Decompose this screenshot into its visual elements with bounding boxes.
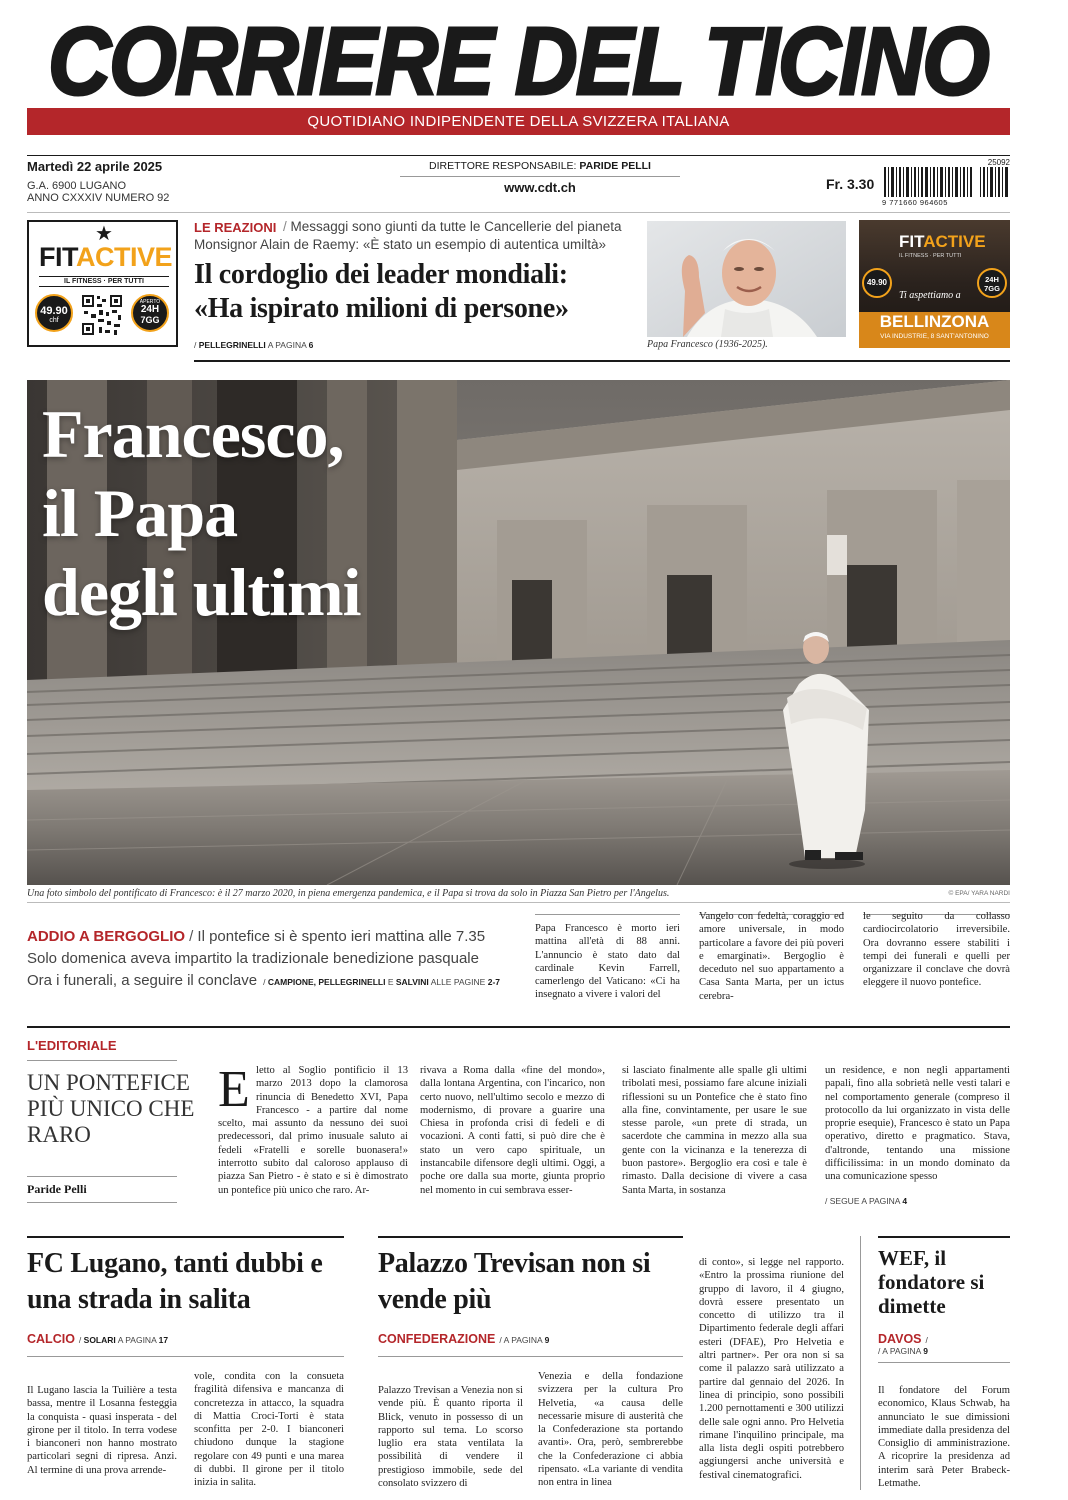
- addio-col1-rule: [535, 914, 680, 915]
- director-rule: [400, 176, 680, 177]
- lugano-credit-num: 17: [158, 1335, 169, 1345]
- editorial-author-rule: [27, 1176, 177, 1177]
- ad-left-open: APERTO: [139, 299, 161, 305]
- addio-credit: / CAMPIONE, PELLEGRINELLI E SALVINI ALLE PAGINE 2-7: [263, 977, 501, 987]
- hero-headline[interactable]: Francesco, il Papa degli ultimi: [42, 396, 361, 630]
- ad-left-days: 7GG: [140, 315, 160, 325]
- pope-portrait-caption: Papa Francesco (1936-2025).: [647, 339, 768, 350]
- teaser-headline-2: «Ha ispirato milioni di persone»: [194, 293, 569, 324]
- teaser-bottom-rule: [194, 360, 1010, 362]
- barcode-issue: 25092: [987, 158, 1010, 167]
- teaser-subhead-1-text: Messaggi sono giunti da tutte le Cancellerie del pianeta: [290, 219, 622, 234]
- addio-line-3-row: [27, 972, 500, 990]
- barcode: [882, 158, 1010, 208]
- addio-col-3: le seguito da collasso cardiocircolatorio irreversibile. Ora dovranno essere stabiliti i tempi dei funerali e quelli per organizzare il conclave che dovrà eleggere il nuovo pontefice.: [863, 911, 1010, 989]
- barcode-digits: 9 771660 964605: [882, 198, 948, 207]
- wef-credit-page: A PAGINA: [882, 1346, 921, 1356]
- issue-date: Martedì 22 aprile 2025: [27, 159, 163, 174]
- website-link[interactable]: www.cdt.ch: [504, 180, 576, 195]
- cover-price: Fr. 3.30: [826, 176, 875, 192]
- editorial-col-1-text: letto al Soglio pontificio il 13 marzo 2013 dopo la clamorosa rinuncia di Benedetto XVI, Papa Francesco - a partire dal nome scelto, mai assunto da nessuno dei suoi predecessori, dal primo inusuale saluto ai fedeli «Fratelli e sorelle buonasera!» interrotto subito dal caloroso applauso di piazza San Pietro - è stato e si è dimostrato un pontefice più unico che raro. Ar-: [218, 1065, 408, 1196]
- teaser-subhead-2: Monsignor Alain de Raemy: «È stato un esempio di autentica umiltà»: [194, 237, 606, 252]
- editorial-col-3: si lasciato finalmente alle spalle gli ultimi tribolati mesi, possiamo fare alcune iniziali riflessioni su un Pontefice che è stato fino alla fine, convintamente, per usare le sue stesse parole, «un prete di strada, un sacerdote che cammina in mezzo alla sua gente con la vicinanza e la tenerezza di buon pastore». Bergoglio era così e tale è rimasto. Dalla decisione di vivere a casa Santa Marta, in sostanza: [622, 1065, 807, 1196]
- editorial-title-rule: [27, 1060, 177, 1061]
- lugano-kicker: CALCIO: [27, 1332, 75, 1346]
- issue-anno: ANNO CXXXIV NUMERO 92: [27, 192, 170, 204]
- trevisan-kicker: CONFEDERAZIONE: [378, 1332, 496, 1346]
- masthead-title-text: CORRIERE DEL TICINO: [48, 8, 990, 104]
- trevisan-col-1: Palazzo Trevisan a Venezia non si vende più. È quanto riporta il Blick, venuto in possesso di un rapporto sul tema. Lo scorso luglio era stata ventilata la possibilità di vendere il prestigioso immobile, sede del consolato svizzero di: [378, 1385, 523, 1490]
- wef-headline[interactable]: WEF, il fondatore si dimette: [878, 1246, 985, 1318]
- ad-fitactive-right[interactable]: [859, 220, 1010, 348]
- addio-credit-authors: CAMPIONE, PELLEGRINELLI: [267, 977, 386, 987]
- director-line: [400, 160, 680, 172]
- ad-right-address: VIA INDUSTRIE, 8 SANT'ANTONINO: [880, 333, 989, 340]
- masthead-tagline: QUOTIDIANO INDIPENDENTE DELLA SVIZZERA ITALIANA: [27, 108, 1010, 135]
- editorial-title[interactable]: UN PONTEFICE PIÙ UNICO CHE RARO: [27, 1070, 195, 1147]
- trevisan-mid-rule: [378, 1356, 683, 1357]
- barcode-bars: [884, 167, 1010, 197]
- lugano-top-rule: [27, 1236, 344, 1238]
- teaser-credit-author: PELLEGRINELLI: [198, 340, 266, 350]
- addio-credit-pages: 2-7: [487, 977, 501, 987]
- ad-right-brand-fit: FIT: [899, 232, 924, 251]
- ad-left-hours: 24H: [140, 304, 160, 315]
- wef-credit-num: 9: [923, 1346, 928, 1356]
- teaser-credit-page: A PAGINA: [267, 340, 307, 350]
- director-label: DIRETTORE RESPONSABILE:: [429, 160, 577, 172]
- ad-left-brand-active: ACTIVE: [75, 242, 172, 272]
- trevisan-col-3: di conto», si legge nel rapporto. «Entro la prossima riunione del gruppo di lavoro, il 4 giugno, dovrà essere presentato un concetto di utilizzo tra il Dipartimento federale degli affari esteri (DFAE), Pro Helvetia e altri partner». Per ora non si sa come il palazzo sarà utilizzato a partire dal gennaio del 2026. In linea di principio, sono possibili 1.200 pernottamenti e 300 utilizzi delle sale ogni anno. Pro Helvetia rimane l'inquilino principale, ma alla lista degli ospiti potrebbero aggiungersi anche università e festival cinematografici.: [699, 1257, 844, 1481]
- teaser-headline-1: Il cordoglio dei leader mondiali:: [194, 259, 568, 290]
- ad-right-days: 7GG: [984, 284, 1000, 293]
- ad-right-city: BELLINZONA: [879, 312, 990, 331]
- trevisan-col-2: Venezia e della fondazione svizzera per la cultura Pro Helvetia, «a causa delle necessarie misure di austerità che la Confederazione sta portando avanti». Ora, però, sembrerebbe che la Confederazione ci abbia ripensato. «La variante di vendita non entra in linea: [538, 1371, 683, 1489]
- hero-bottom-rule: [27, 902, 1010, 903]
- wef-mid-rule: [878, 1362, 1010, 1363]
- ad-right-brand: [899, 232, 986, 252]
- info-bottom-rule: [27, 212, 1010, 213]
- editorial-top-rule: [27, 1026, 1010, 1028]
- star-icon: ★: [95, 223, 113, 245]
- ad-right-price-badge: [862, 268, 892, 298]
- teaser-kicker: LE REAZIONI: [194, 220, 277, 235]
- lugano-credit-page: A PAGINA: [117, 1335, 157, 1345]
- ad-left-price: 49.90: [40, 305, 68, 317]
- lugano-mid-rule: [27, 1356, 344, 1357]
- addio-credit-e: E: [387, 977, 394, 987]
- ad-left-price-unit: chf: [49, 317, 59, 324]
- editorial-kicker: L'EDITORIALE: [27, 1038, 117, 1053]
- ad-left-price-badge: [35, 294, 73, 332]
- ad-left-hours-badge: [131, 294, 169, 332]
- wef-top-rule: [878, 1236, 1010, 1238]
- qr-code-icon: [81, 294, 123, 336]
- ad-right-brand-active: ACTIVE: [923, 232, 986, 251]
- ad-right-subtitle: IL FITNESS · PER TUTTI: [899, 253, 962, 259]
- teaser-headline[interactable]: [194, 258, 569, 326]
- addio-kicker-line: ADDIO A BERGOGLIO / Il pontefice si è spento ieri mattina alle 7.35: [27, 928, 486, 945]
- addio-line-3: Ora i funerali, a seguire il conclave: [27, 972, 258, 989]
- editorial-continue-num: 4: [902, 1196, 908, 1206]
- editorial-col-4: un residence, e non negli appartamenti papali, fino alla sobrietà nelle vesti talari e nel comportamento generale (compreso il protocollo da lui organizzato in vista delle proprie esequie), Francesco è stato un Papa operativo, diretto e pragmatico. Stava, d'altronde, tentando una missione difficilissima: in un mondo dominato da una comunicazione spesso: [825, 1065, 1010, 1183]
- wef-credit: / A PAGINA 9: [878, 1346, 928, 1356]
- director-name: PARIDE PELLI: [579, 160, 651, 172]
- masthead-title: [27, 8, 1010, 104]
- editorial-author-rule-2: [27, 1202, 177, 1203]
- ad-right-hours: 24H: [985, 275, 999, 284]
- wef-kicker-line: DAVOS /: [878, 1332, 928, 1346]
- ad-left-brand: [39, 242, 172, 273]
- teaser-subhead-1: / Messaggi sono giunti da tutte le Cancellerie del pianeta: [283, 219, 622, 234]
- wef-col-1: Il fondatore del Forum economico, Klaus Schwab, ha annunciato le sue dimissioni immediate dalla presidenza del Consiglio di amministrazione. A ricoprire la presidenza ad interim sarà Peter Brabeck-Letmathe.: [878, 1385, 1010, 1490]
- addio-line-2: Solo domenica aveva impartito la tradizionale benedizione pasquale: [27, 950, 479, 967]
- info-top-rule: [27, 155, 1010, 156]
- ad-right-slogan: Ti aspettiamo a: [899, 290, 961, 301]
- teaser-credit: / PELLEGRINELLI A PAGINA 6: [194, 340, 314, 350]
- wef-divider: [860, 1236, 861, 1490]
- trevisan-headline[interactable]: Palazzo Trevisan non si vende più: [378, 1248, 651, 1315]
- lugano-kicker-line: CALCIO / SOLARI A PAGINA 17: [27, 1332, 169, 1346]
- ad-right-hours-badge: [977, 268, 1007, 298]
- hero-photo-credit: © EPA/ YARA NARDI: [948, 890, 1010, 897]
- trevisan-credit-page: A PAGINA: [503, 1335, 543, 1345]
- editorial-continue-label: SEGUE A PAGINA: [829, 1196, 900, 1206]
- lugano-col-2: vole, condita con la consueta fragilità difensiva e mancanza di concretezza in attacco, la squadra di Mattia Croci-Torti è stata sconfitta per 2-0. I bianconeri chiudono dunque la stagione regolare con 49 punti e una marea di dubbi. Il girone per il titolo inizia in salita.: [194, 1371, 344, 1489]
- hero-caption: Una foto simbolo del pontificato di Francesco: è il 27 marzo 2020, in piena emergenza pandemica, e il Papa si trova da solo in Piazza San Pietro per l'Angelus.: [27, 888, 670, 899]
- addio-kicker: ADDIO A BERGOGLIO: [27, 928, 186, 945]
- addio-credit-author3: SALVINI: [395, 977, 429, 987]
- trevisan-top-rule: [378, 1236, 683, 1238]
- editorial-col-2: rivava a Roma dalla «fine del mondo», dalla lontana Argentina, con l'incarico, non certo nuovo, nell'ultimo secolo e mezzo di modernismo, di provare a guarire una Chiesa in profonda crisi di fedeli e di vocazioni. A conti fatti, si può dire che è stato un vero capo spirituale, un instancabile difensore degli ultimi. Oggi, a poche ore dalla sua morte, giunta proprio nel momento in cui sembrava esser-: [420, 1065, 605, 1196]
- lugano-credit-author: SOLARI: [83, 1335, 116, 1345]
- editorial-continue[interactable]: / SEGUE A PAGINA 4: [825, 1196, 908, 1206]
- wef-kicker: DAVOS: [878, 1332, 922, 1346]
- ad-left-brand-fit: FIT: [39, 242, 76, 272]
- editorial-drop-cap: E: [218, 1061, 250, 1118]
- addio-line-1: Il pontefice si è spento ieri mattina alle 7.35: [197, 928, 486, 945]
- pope-portrait-photo: [647, 221, 846, 337]
- trevisan-kicker-line: CONFEDERAZIONE / A PAGINA 9: [378, 1332, 550, 1346]
- lugano-col-1: Il Lugano lascia la Tuilière a testa bassa, mentre il Losanna festeggia la conquista - quasi insperata - del girone per il titolo. In terra vodese i bianconeri non hanno mostrato particolari segni di ripresa. Anzi. Al termine di una prova arrende-: [27, 1385, 177, 1476]
- trevisan-credit-num: 9: [544, 1335, 550, 1345]
- ad-fitactive-left[interactable]: [27, 220, 178, 347]
- editorial-col-1: [218, 1061, 408, 1210]
- ad-left-subtitle: IL FITNESS · PER TUTTI: [39, 276, 169, 287]
- issue-ga: G.A. 6900 LUGANO: [27, 180, 127, 192]
- ad-right-price: 49.90: [866, 278, 888, 287]
- lugano-headline[interactable]: FC Lugano, tanti dubbi e una strada in salita: [27, 1248, 323, 1315]
- addio-credit-pages-label: ALLE PAGINE: [430, 977, 486, 987]
- editorial-author: Paride Pelli: [27, 1182, 87, 1196]
- addio-col-2: Vangelo con fedeltà, coraggio ed amore universale, in modo particolare a favore dei più poveri e emarginati». Bergoglio è deceduto nel suo appartamento a Casa Santa Marta, per un ictus cerebra-: [699, 911, 844, 1002]
- teaser-credit-num: 6: [308, 340, 314, 350]
- addio-col-1: Papa Francesco è morto ieri mattina all'età di 88 anni. L'annuncio è stato dato dal cardinale Kevin Farrell, camerlengo del Vaticano: «Ci ha insegnato a vivere i valori del: [535, 923, 680, 1001]
